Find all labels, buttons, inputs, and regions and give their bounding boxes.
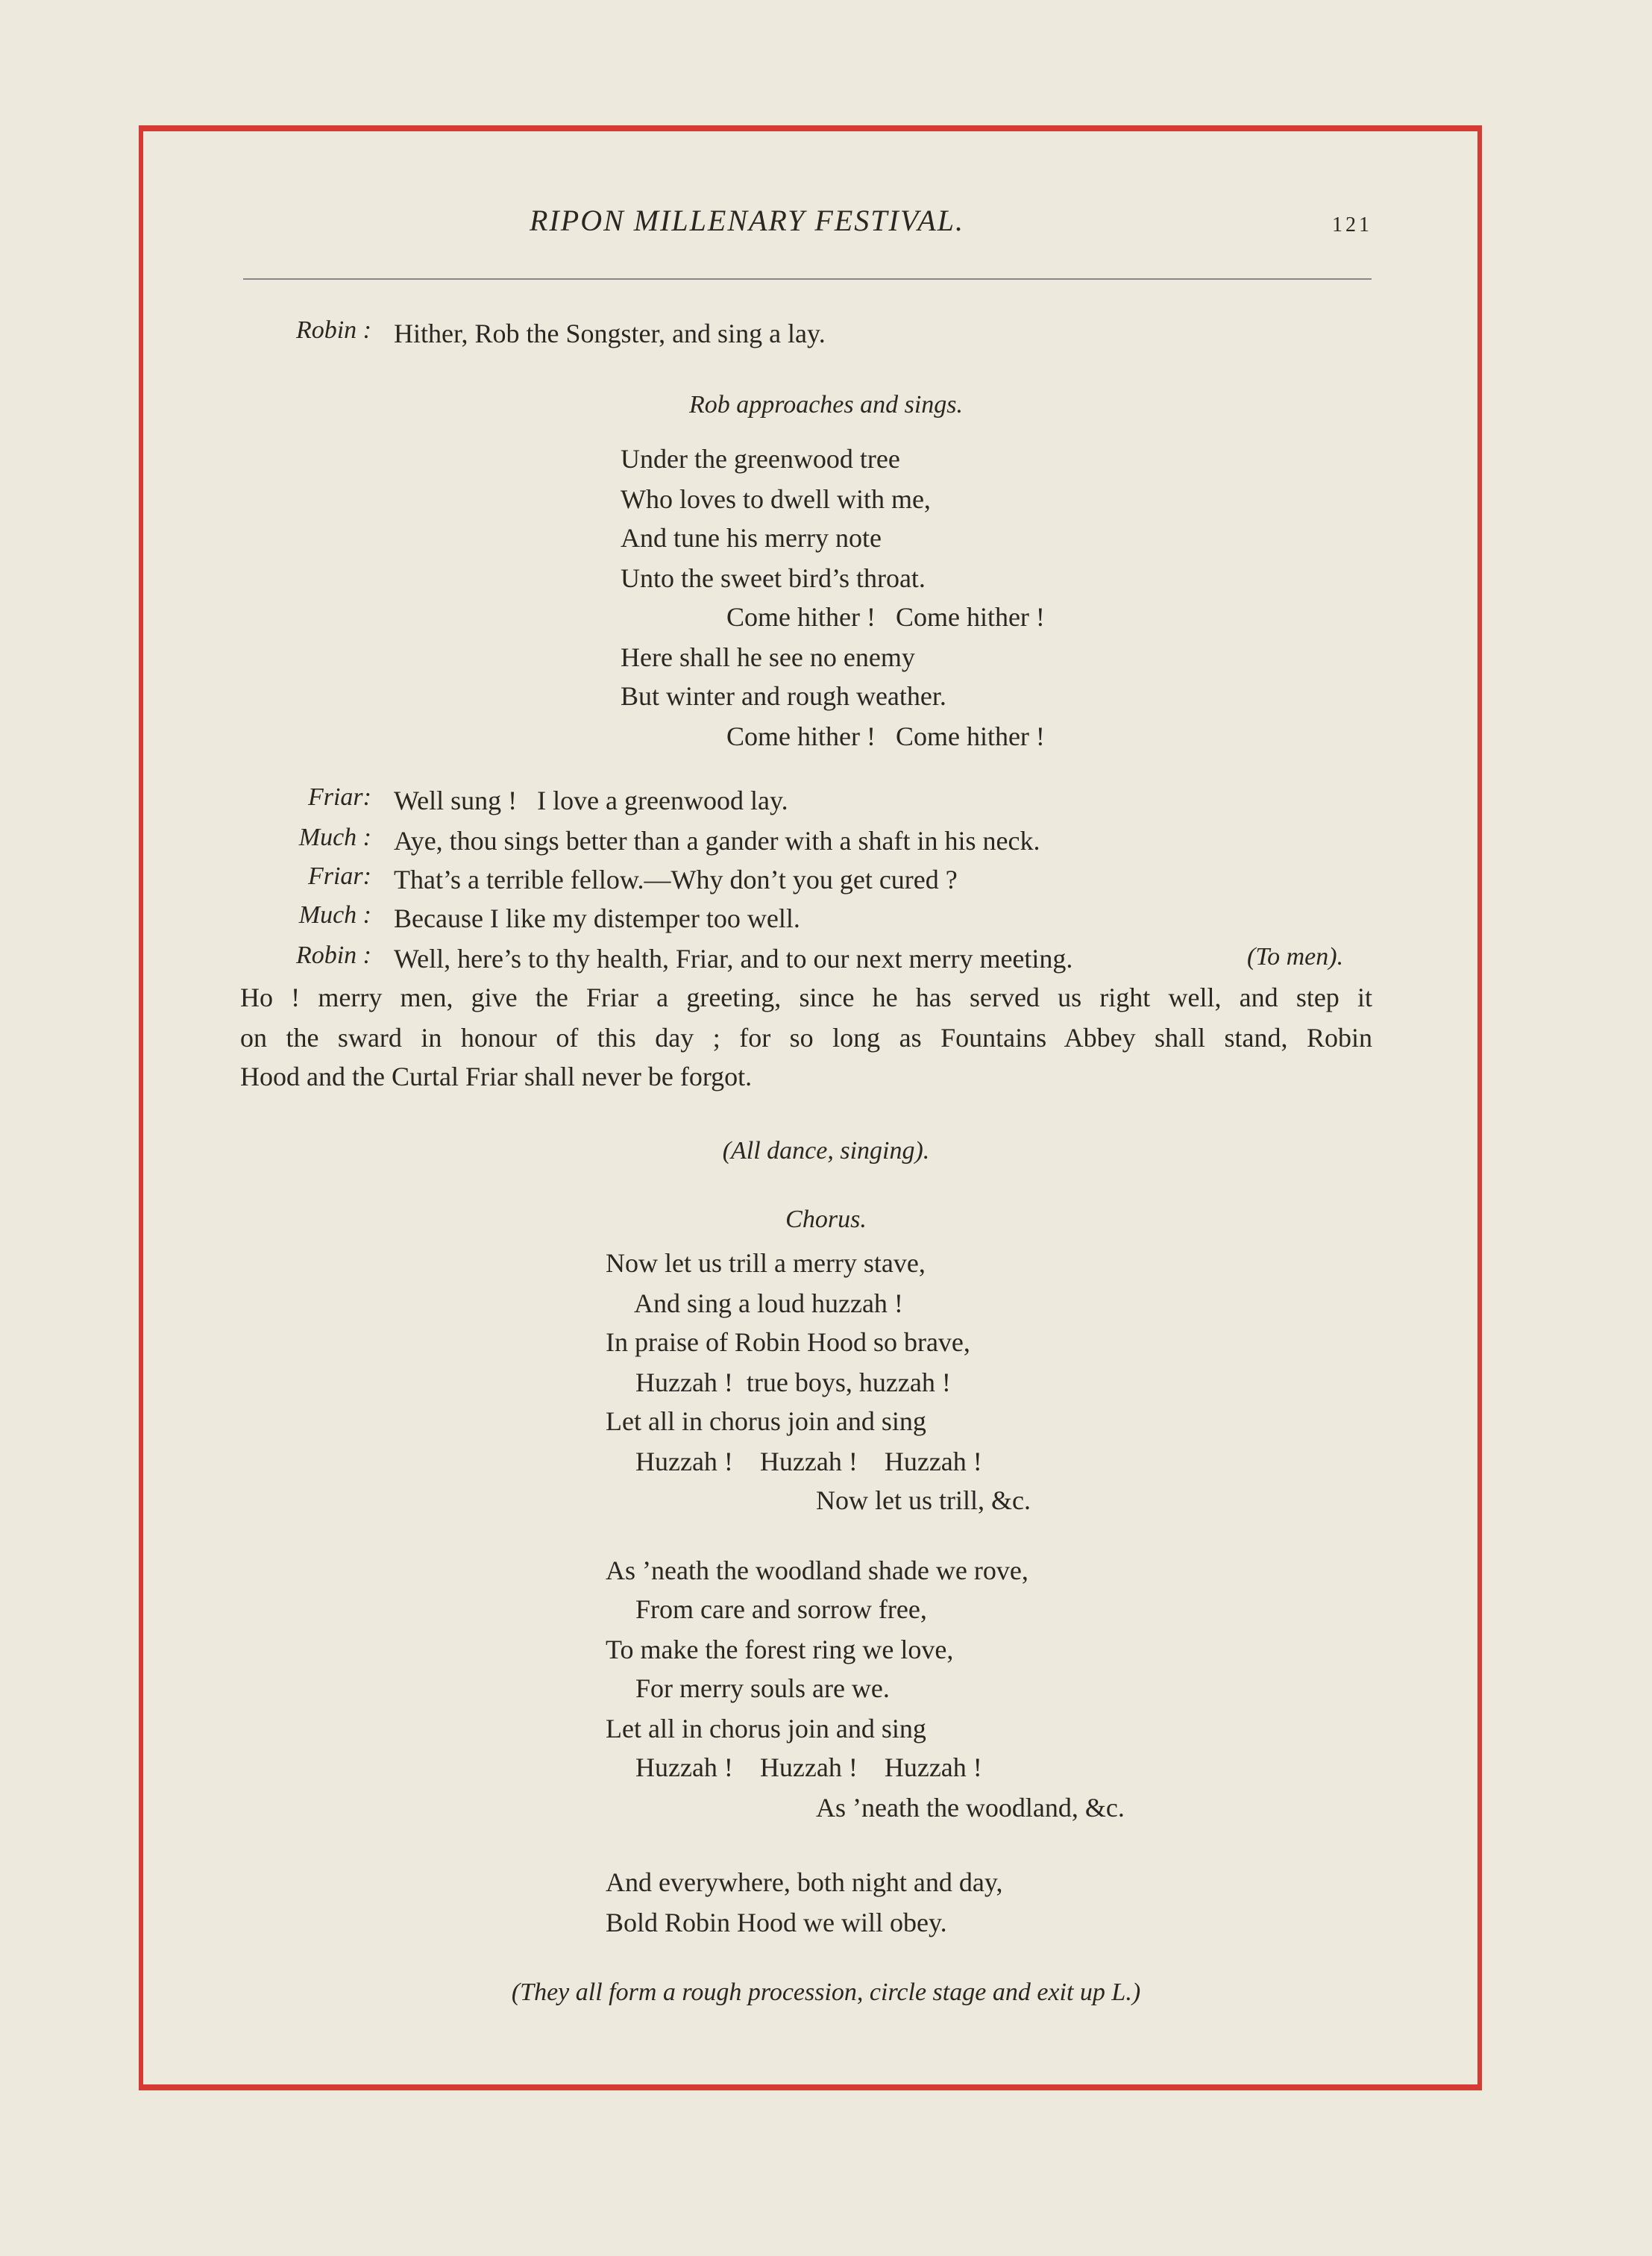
chorus-line: Let all in chorus join and sing	[606, 1714, 926, 1743]
speaker-label: Friar:	[307, 783, 371, 811]
chorus-line: As ’neath the woodland shade we rove,	[606, 1555, 1028, 1585]
song-line: And tune his merry note	[621, 523, 882, 553]
speaker-label: Robin :	[295, 941, 371, 969]
chorus-line: Huzzah ! Huzzah ! Huzzah !	[635, 1447, 982, 1476]
chorus-line: Now let us trill, &c.	[816, 1485, 1031, 1515]
chorus-line: In praise of Robin Hood so brave,	[606, 1327, 970, 1357]
chorus-line: Let all in chorus join and sing	[606, 1406, 926, 1436]
dialogue-line: Because I like my distemper too well.	[394, 903, 800, 933]
song-line: Under the greenwood tree	[621, 444, 900, 474]
dialogue-line: Aye, thou sings better than a gander with a shaft in his neck.	[394, 826, 1040, 856]
chorus-line: And sing a loud huzzah !	[634, 1288, 903, 1318]
page-border	[139, 125, 1482, 2090]
stage-aside: (To men).	[1247, 943, 1344, 971]
speaker-label: Much :	[298, 901, 371, 929]
dialogue-continuation: Ho ! merry men, give the Friar a greeting, since he has served us right well, and step it	[240, 983, 1372, 1012]
chorus-line: Bold Robin Hood we will obey.	[606, 1908, 947, 1937]
song-line: But winter and rough weather.	[621, 681, 946, 711]
dialogue-line: Well, here’s to thy health, Friar, and to our next merry meeting.	[394, 944, 1073, 974]
speaker-label: Much :	[298, 824, 371, 851]
stage-direction: Rob approaches and sings.	[688, 391, 964, 419]
song-line: Here shall he see no enemy	[621, 642, 915, 672]
dialogue-line: That’s a terrible fellow.—Why don’t you get cured ?	[394, 865, 958, 894]
dialogue-line: Hither, Rob the Songster, and sing a lay.	[394, 319, 826, 348]
song-refrain: Come hither ! Come hither !	[726, 721, 1045, 751]
stage-direction: (They all form a rough procession, circle stage and exit up L.)	[511, 1978, 1141, 2006]
song-refrain: Come hither ! Come hither !	[726, 602, 1045, 632]
song-line: Who loves to dwell with me,	[621, 484, 931, 514]
dialogue-continuation: on the sward in honour of this day ; for so long as Fountains Abbey shall stand, Robin	[240, 1023, 1372, 1053]
chorus-line: And everywhere, both night and day,	[606, 1867, 1003, 1897]
speaker-label: Friar:	[307, 862, 371, 890]
chorus-line: Now let us trill a merry stave,	[606, 1248, 926, 1278]
stage-direction: (All dance, singing).	[722, 1137, 930, 1165]
speaker-label: Robin :	[295, 316, 371, 344]
chorus-line: Huzzah ! true boys, huzzah !	[635, 1367, 951, 1397]
chorus-line: To make the forest ring we love,	[606, 1635, 954, 1664]
header-rule	[243, 278, 1372, 280]
song-line: Unto the sweet bird’s throat.	[621, 563, 926, 593]
dialogue-line: Well sung ! I love a greenwood lay.	[394, 786, 788, 815]
chorus-line: For merry souls are we.	[635, 1673, 890, 1703]
chorus-line: Huzzah ! Huzzah ! Huzzah !	[635, 1752, 982, 1782]
chorus-line: As ’neath the woodland, &c.	[816, 1793, 1125, 1823]
page-number: 121	[1332, 213, 1372, 236]
dialogue-continuation: Hood and the Curtal Friar shall never be forgot.	[240, 1062, 753, 1091]
chorus-line: From care and sorrow free,	[635, 1594, 927, 1624]
chorus-heading: Chorus.	[785, 1206, 867, 1233]
running-title: RIPON MILLENARY FESTIVAL.	[530, 204, 964, 237]
